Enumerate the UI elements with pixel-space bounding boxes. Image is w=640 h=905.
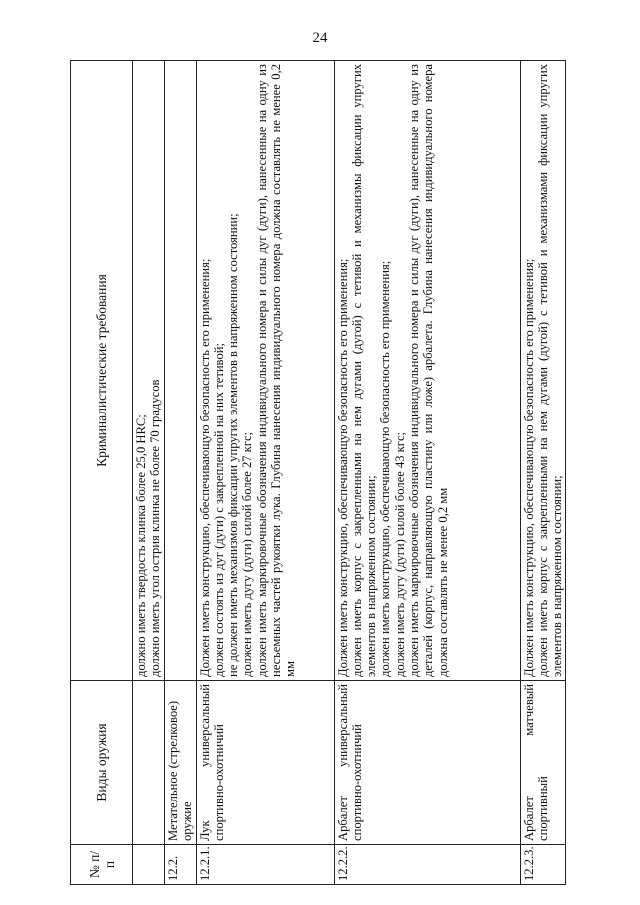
table-row [165, 61, 197, 885]
table-header-row [71, 61, 133, 885]
row-num [133, 845, 165, 885]
requirement-line: должен иметь маркировочные обозначения индивидуального номера и силы дуг (дуги), нанесенные на одну из деталей (корпус, направляющую пластину или ложе) арбалета. Глубина нанесения индивидуального номера должна составлять не менее 0,2 мм [407, 64, 450, 677]
row-num: 12.2. [165, 845, 197, 885]
table-row [133, 61, 165, 885]
table-row [196, 61, 334, 885]
rotated-table-container [70, 60, 565, 885]
requirement-line: должен иметь корпус с закрепленными на нем дугами (дугой) с тетивой и механизмами фиксации упругих элементов в напряженном состоянии; [535, 64, 565, 677]
row-requirements [133, 61, 165, 681]
requirement-line: не должен иметь механизмов фиксации упругих элементов в напряженном состоянии; [226, 213, 241, 677]
requirement-line: должен состоять из дуг (дуги) с закрепленной на них тетивой; [211, 343, 226, 677]
page-number: 24 [312, 30, 328, 46]
header-num: № п/п [71, 845, 133, 885]
table-row [520, 61, 566, 885]
row-type: Метательное (стрелковое) оружие [165, 681, 197, 845]
row-num: 12.2.1. [196, 845, 334, 885]
row-num: 12.2.2. [334, 845, 520, 885]
requirement-line: должен иметь маркировочные обозначения индивидуального номера и силы дуг (дуги), нанесенные на одну из несъемных частей рукоятки лука. Глубина нанесения индивидуального номера должна составлять не менее 0,2 мм [254, 64, 298, 677]
header-types: Виды оружия [71, 681, 133, 845]
requirement-line: должен иметь дугу (дуги) силой более 43 кгс; [392, 431, 407, 677]
row-requirements [520, 61, 566, 681]
row-requirements [334, 61, 520, 681]
row-num: 12.2.3. [520, 845, 566, 885]
row-requirements [196, 61, 334, 681]
requirement-line: должно иметь твердость клинка более 25,0 HRC; [134, 414, 148, 677]
requirement-line: Должен иметь конструкцию, обеспечивающую безопасность его применения; [197, 258, 212, 677]
requirement-line: должен иметь дугу (дуги) силой более 27 кгс; [240, 431, 255, 677]
row-type: Лук универсальный спортивно-охотничий [196, 681, 334, 845]
table-row [334, 61, 520, 885]
requirement-line: Должен иметь конструкцию, обеспечивающую безопасность его применения; [521, 258, 536, 677]
row-type: Арбалет универсальный спортивно-охотничий [334, 681, 520, 845]
requirement-line: должен иметь конструкцию, обеспечивающую безопасность его применения; [378, 260, 393, 677]
requirement-line: Должен иметь конструкцию, обеспечивающую безопасность его применения; [335, 258, 350, 677]
row-type: Арбалет матчевый спортивный [520, 681, 566, 845]
header-requirements: Криминалистические требования [71, 61, 133, 681]
row-requirements [165, 61, 197, 681]
row-type [133, 681, 165, 845]
requirements-table [70, 60, 566, 885]
requirement-line: должно иметь угол острия клинка не более 70 градусов [148, 379, 163, 677]
requirement-line: должен иметь корпус с закрепленными на нем дугами (дугой) с тетивой и механизмы фиксации упругих элементов в напряженном состоянии; [349, 64, 379, 677]
